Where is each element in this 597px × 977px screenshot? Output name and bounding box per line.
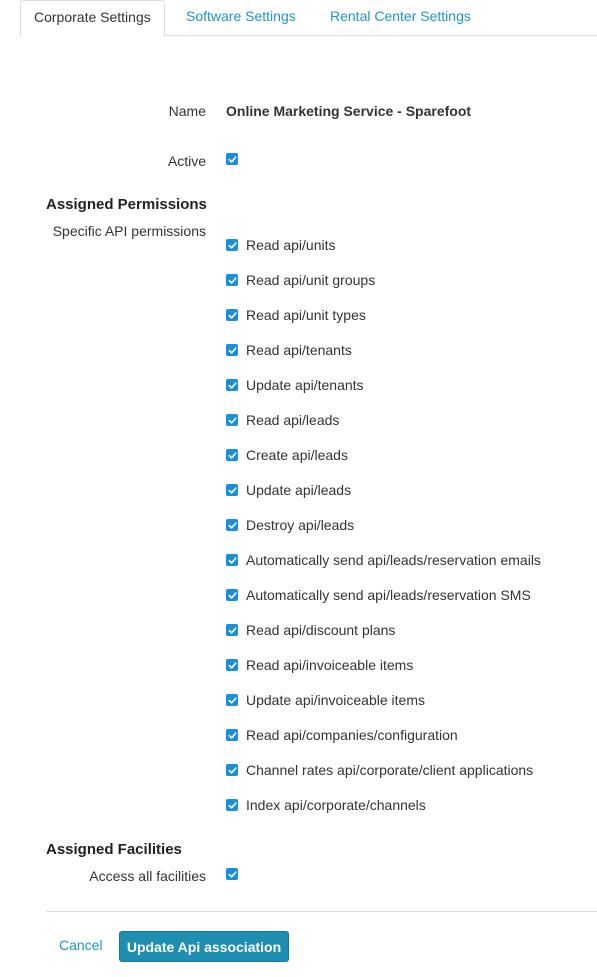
access-all-facilities-label: Access all facilities	[89, 868, 206, 884]
assigned-permissions-heading: Assigned Permissions	[46, 196, 207, 213]
tab-software-settings[interactable]: Software Settings	[186, 8, 296, 24]
active-label: Active	[167, 153, 206, 169]
permission-checkbox[interactable]	[226, 309, 238, 321]
permission-label: Index api/corporate/channels	[246, 797, 426, 813]
checkmark-icon	[228, 346, 237, 355]
permission-label: Read api/tenants	[246, 342, 352, 358]
permission-checkbox[interactable]	[226, 449, 238, 461]
update-api-association-button[interactable]: Update Api association	[119, 931, 289, 962]
permission-checkbox[interactable]	[226, 414, 238, 426]
checkmark-icon	[228, 155, 237, 164]
permission-label: Read api/discount plans	[246, 622, 396, 638]
permission-checkbox[interactable]	[226, 344, 238, 356]
checkmark-icon	[228, 661, 237, 670]
permission-checkbox[interactable]	[226, 624, 238, 636]
checkmark-icon	[228, 311, 237, 320]
form-divider	[46, 911, 597, 912]
permission-label: Read api/leads	[246, 412, 340, 428]
checkmark-icon	[228, 801, 237, 810]
cancel-link[interactable]: Cancel	[59, 937, 103, 953]
checkmark-icon	[228, 870, 237, 879]
checkmark-icon	[228, 521, 237, 530]
checkmark-icon	[228, 766, 237, 775]
permission-label: Update api/leads	[246, 482, 352, 498]
permission-label: Update api/tenants	[246, 377, 364, 393]
checkmark-icon	[228, 381, 237, 390]
checkmark-icon	[228, 556, 237, 565]
checkmark-icon	[228, 591, 237, 600]
permission-label: Read api/invoiceable items	[246, 657, 414, 673]
checkmark-icon	[228, 731, 237, 740]
permission-checkbox[interactable]	[226, 519, 238, 531]
permission-checkbox[interactable]	[226, 694, 238, 706]
assigned-facilities-heading: Assigned Facilities	[46, 841, 182, 858]
permission-label: Automatically send api/leads/reservation SMS	[246, 587, 531, 603]
permission-checkbox[interactable]	[226, 379, 238, 391]
name-label: Name	[168, 103, 206, 119]
permission-checkbox[interactable]	[226, 589, 238, 601]
permission-label: Read api/unit types	[246, 307, 366, 323]
permission-checkbox[interactable]	[226, 729, 238, 741]
checkmark-icon	[228, 626, 237, 635]
tab-corporate-settings[interactable]: Corporate Settings	[20, 0, 165, 37]
checkmark-icon	[228, 416, 237, 425]
permission-label: Update api/invoiceable items	[246, 692, 425, 708]
permission-checkbox[interactable]	[226, 799, 238, 811]
specific-api-permissions-label: Specific API permissions	[52, 223, 206, 239]
checkmark-icon	[228, 451, 237, 460]
tab-rental-center-settings[interactable]: Rental Center Settings	[330, 8, 471, 24]
permission-checkbox[interactable]	[226, 554, 238, 566]
permission-label: Read api/unit groups	[246, 272, 376, 288]
permission-checkbox[interactable]	[226, 484, 238, 496]
permission-label: Channel rates api/corporate/client applications	[246, 762, 534, 778]
checkmark-icon	[228, 241, 237, 250]
settings-tabs	[20, 0, 597, 36]
permission-checkbox[interactable]	[226, 274, 238, 286]
permission-checkbox[interactable]	[226, 659, 238, 671]
checkmark-icon	[228, 486, 237, 495]
permission-label: Read api/companies/configuration	[246, 727, 458, 743]
permission-label: Create api/leads	[246, 447, 348, 463]
permission-checkbox[interactable]	[226, 239, 238, 251]
checkmark-icon	[228, 276, 237, 285]
permission-label: Destroy api/leads	[246, 517, 355, 533]
permission-label: Read api/units	[246, 237, 336, 253]
access-all-facilities-checkbox[interactable]	[226, 868, 238, 880]
permission-label: Automatically send api/leads/reservation emails	[246, 552, 541, 568]
checkmark-icon	[228, 696, 237, 705]
name-value: Online Marketing Service - Sparefoot	[226, 103, 472, 119]
active-checkbox[interactable]	[226, 153, 238, 165]
permission-checkbox[interactable]	[226, 764, 238, 776]
